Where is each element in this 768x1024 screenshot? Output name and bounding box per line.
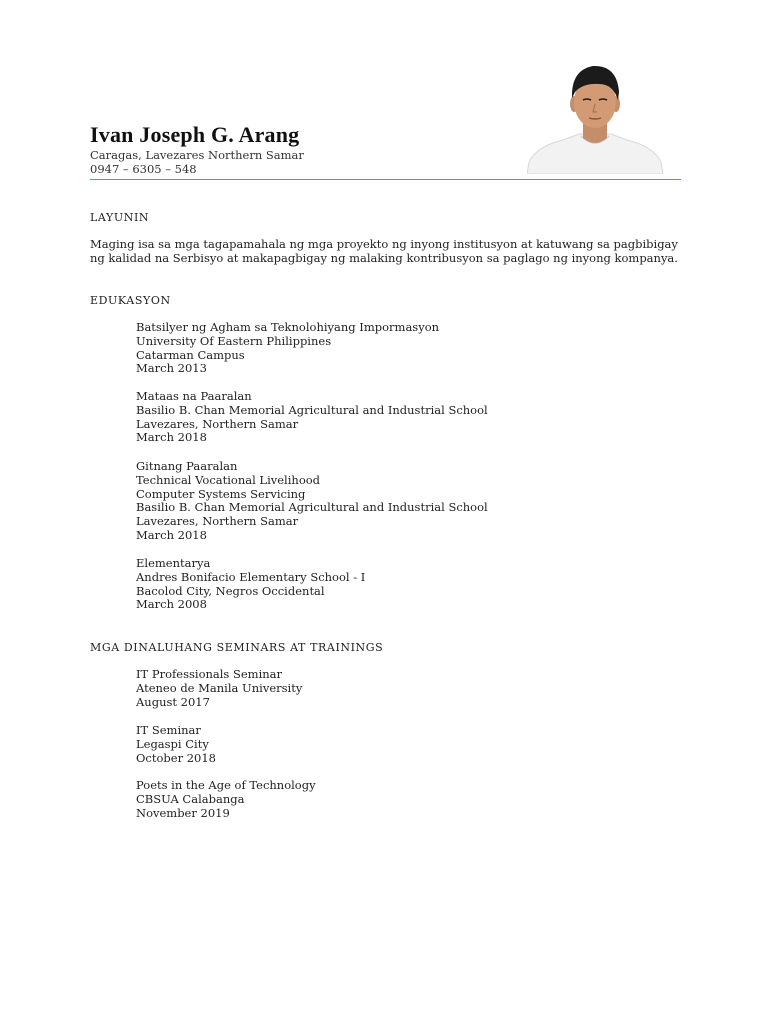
level: Gitnang Paaralan: [136, 459, 238, 473]
level: Elementarya: [136, 556, 211, 570]
seminar-date: November 2019: [136, 805, 230, 820]
degree: Batsilyer ng Agham sa Teknolohiyang Impormasyon: [136, 320, 440, 334]
address: Caragas, Lavezares Northern Samar: [90, 148, 304, 162]
seminar-title: IT Professionals Seminar: [136, 667, 283, 681]
school: Basilio B. Chan Memorial Agricultural and Industrial School: [136, 402, 488, 417]
date: March 2008: [136, 597, 207, 612]
seminar-title: Poets in the Age of Technology: [136, 778, 316, 792]
phone-number: 0947 – 6305 – 548: [90, 162, 197, 176]
education-entry: [136, 390, 488, 445]
location: Lavezares, Northern Samar: [136, 416, 299, 431]
objective-heading: LAYUNIN: [90, 211, 150, 224]
seminar-entry: [136, 724, 216, 765]
date: March 2018: [136, 430, 207, 445]
location: Lavezares, Northern Samar: [136, 514, 299, 529]
contact-info: [90, 148, 304, 176]
seminar-date: October 2018: [136, 750, 217, 765]
education-heading: EDUKASYON: [90, 294, 171, 307]
seminar-venue: Ateneo de Manila University: [136, 680, 303, 695]
school: Basilio B. Chan Memorial Agricultural and Industrial School: [136, 500, 488, 515]
header-divider: [90, 179, 681, 180]
strand: Computer Systems Servicing: [136, 486, 306, 501]
profile-photo: [527, 62, 663, 174]
date: March 2018: [136, 527, 207, 542]
track: Technical Vocational Livelihood: [136, 472, 321, 487]
seminar-entry: [136, 668, 302, 709]
profile-photo-image: [527, 62, 663, 174]
education-entry: [136, 460, 488, 543]
location: Catarman Campus: [136, 347, 245, 362]
school: University Of Eastern Philippines: [136, 333, 332, 348]
date: March 2013: [136, 361, 207, 376]
school: Andres Bonifacio Elementary School - I: [136, 569, 366, 584]
seminar-venue: Legaspi City: [136, 736, 209, 751]
level: Mataas na Paaralan: [136, 389, 252, 403]
applicant-name: Ivan Joseph G. Arang: [90, 122, 300, 147]
seminar-venue: CBSUA Calabanga: [136, 791, 245, 806]
education-entry: [136, 557, 365, 612]
seminar-date: August 2017: [136, 694, 210, 709]
objective-text: Maging isa sa mga tagapamahala ng mga proyekto ng inyong institusyon at katuwang sa pagbibigay ng kalidad na Serbisyo at makapagbigay ng malaking kontribusyon sa paglago ng inyong kompanya.: [90, 237, 678, 265]
seminar-title: IT Seminar: [136, 723, 201, 737]
education-entry: [136, 321, 439, 376]
seminars-heading: MGA DINALUHANG SEMINARS AT TRAININGS: [90, 641, 384, 654]
seminar-entry: [136, 779, 316, 820]
location: Bacolod City, Negros Occidental: [136, 583, 325, 598]
